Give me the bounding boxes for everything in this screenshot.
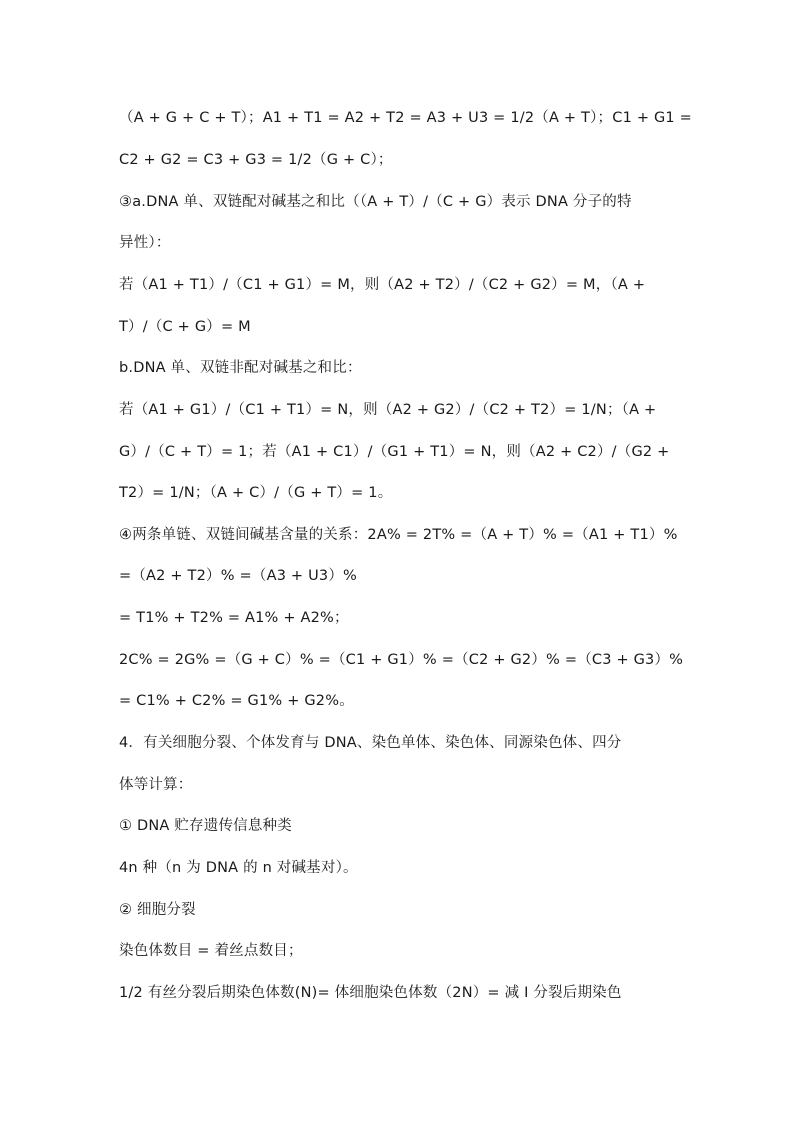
text-line: = C1% + C2% = G1% + G2%。 xyxy=(119,693,354,709)
subsection-heading: ② 细胞分裂 xyxy=(119,902,196,918)
text-line: 若（A1 + T1）/（C1 + G1）= M，则（A2 + T2）/（C2 + G2）= M，（A + xyxy=(119,277,646,293)
text-line: （A + G + C + T）；A1 + T1 = A2 + T2 = A3 + U3 = 1/2（A + T）；C1 + G1 = xyxy=(119,110,692,126)
text-line: 1/2 有丝分裂后期染色体数(N)= 体细胞染色体数（2N）= 减 I 分裂后期染色 xyxy=(119,985,622,1001)
text-line: ④两条单链、双链间碱基含量的关系：2A% = 2T% =（A + T）% =（A1 + T1）% xyxy=(119,527,678,543)
text-line: 染色体数目 = 着丝点数目； xyxy=(119,943,303,959)
text-line: 2C% = 2G% =（G + C）% =（C1 + G1）% =（C2 + G2）% =（C3 + G3）% xyxy=(119,652,684,668)
section-heading: 4．有关细胞分裂、个体发育与 DNA、染色单体、染色体、同源染色体、四分 xyxy=(119,735,622,751)
text-line: G）/（C + T）= 1；若（A1 + C1）/（G1 + T1）= N，则（A2 + C2）/（G2 + xyxy=(119,444,670,460)
text-line: 4n 种（n 为 DNA 的 n 对碱基对）。 xyxy=(119,860,358,876)
text-line: T）/（C + G）= M xyxy=(119,319,251,335)
text-line: 体等计算： xyxy=(119,777,193,793)
subsection-heading: ① DNA 贮存遗传信息种类 xyxy=(119,818,292,834)
text-line: 若（A1 + G1）/（C1 + T1）= N，则（A2 + G2）/（C2 + T2）= 1/N；（A + xyxy=(119,402,657,418)
text-line: =（A2 + T2）% =（A3 + U3）% xyxy=(119,568,358,584)
text-line: 异性）： xyxy=(119,235,171,251)
text-line: b.DNA 单、双链非配对碱基之和比： xyxy=(119,360,362,376)
text-line: C2 + G2 = C3 + G3 = 1/2（G + C）； xyxy=(119,152,393,168)
text-line: = T1% + T2% = A1% + A2%； xyxy=(119,610,349,626)
text-line: T2）= 1/N；（A + C）/（G + T）= 1。 xyxy=(119,485,393,501)
text-line: ③a.DNA 单、双链配对碱基之和比（（A + T）/（C + G）表示 DNA 分子的特 xyxy=(119,194,632,210)
